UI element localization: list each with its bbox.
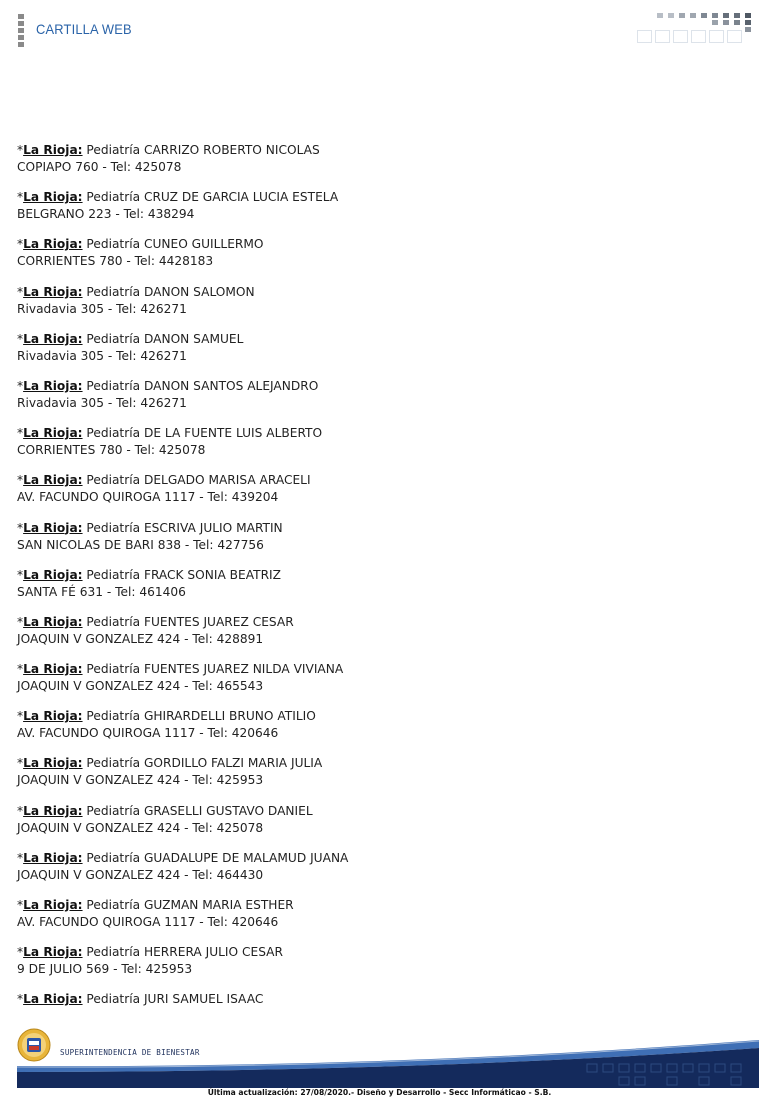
provider-address: SAN NICOLAS DE BARI 838 - Tel: 427756 bbox=[17, 537, 264, 552]
bullet-asterisk: * bbox=[17, 898, 24, 912]
bullet-asterisk: * bbox=[17, 190, 24, 205]
provider-address: JOAQUIN V GONZALEZ 424 - Tel: 425953 bbox=[17, 773, 264, 788]
provider-address: AV. FACUNDO QUIROGA 1117 - Tel: 420646 bbox=[17, 915, 279, 929]
provider-name: Pediatría GUADALUPE DE MALAMUD JUANA bbox=[86, 850, 349, 865]
bullet-asterisk: * bbox=[17, 237, 24, 252]
location-label: La Rioja: bbox=[23, 520, 83, 535]
list-item bbox=[17, 378, 717, 425]
bullet-asterisk: * bbox=[17, 331, 24, 346]
provider-name: Pediatría GUZMAN MARIA ESTHER bbox=[86, 898, 294, 912]
list-item bbox=[17, 661, 717, 708]
list-item bbox=[17, 236, 717, 283]
provider-list bbox=[17, 142, 717, 1039]
list-item bbox=[17, 472, 717, 519]
location-label: La Rioja: bbox=[23, 378, 83, 393]
provider-address: SANTA FÉ 631 - Tel: 461406 bbox=[17, 584, 186, 599]
list-item bbox=[17, 897, 717, 944]
location-label: La Rioja: bbox=[23, 992, 83, 1007]
location-label: La Rioja: bbox=[23, 709, 83, 724]
bullet-asterisk: * bbox=[17, 992, 24, 1007]
provider-name: Pediatría JURI SAMUEL ISAAC bbox=[86, 992, 264, 1007]
provider-address: JOAQUIN V GONZALEZ 424 - Tel: 465543 bbox=[17, 679, 264, 694]
bullet-asterisk: * bbox=[17, 709, 24, 724]
provider-name: Pediatría GHIRARDELLI BRUNO ATILIO bbox=[86, 709, 316, 724]
provider-name: Pediatría FUENTES JUAREZ CESAR bbox=[86, 614, 294, 629]
location-label: La Rioja: bbox=[23, 284, 83, 299]
provider-address: CORRIENTES 780 - Tel: 4428183 bbox=[17, 254, 214, 269]
bullet-asterisk: * bbox=[17, 945, 24, 960]
location-label: La Rioja: bbox=[23, 662, 83, 677]
bullet-asterisk: * bbox=[17, 614, 24, 629]
footer-banner bbox=[17, 1028, 759, 1088]
bullet-asterisk: * bbox=[17, 143, 24, 157]
provider-name: Pediatría FUENTES JUAREZ NILDA VIVIANA bbox=[86, 662, 344, 677]
page-title: CARTILLA WEB bbox=[36, 21, 132, 37]
location-label: La Rioja: bbox=[23, 426, 83, 441]
provider-address: JOAQUIN V GONZALEZ 424 - Tel: 464430 bbox=[17, 867, 264, 882]
institution-seal-icon bbox=[17, 1028, 51, 1062]
bullet-asterisk: * bbox=[17, 803, 24, 818]
provider-name: Pediatría DANON SAMUEL bbox=[86, 331, 244, 346]
provider-address: JOAQUIN V GONZALEZ 424 - Tel: 428891 bbox=[17, 631, 264, 646]
list-item bbox=[17, 614, 717, 661]
provider-address: Rivadavia 305 - Tel: 426271 bbox=[17, 395, 187, 410]
bullet-asterisk: * bbox=[17, 756, 24, 771]
provider-address: 9 DE JULIO 569 - Tel: 425953 bbox=[17, 962, 193, 977]
provider-name: Pediatría DELGADO MARISA ARACELI bbox=[86, 473, 311, 488]
list-item bbox=[17, 567, 717, 614]
location-label: La Rioja: bbox=[23, 803, 83, 818]
list-item bbox=[17, 944, 717, 991]
provider-address: JOAQUIN V GONZALEZ 424 - Tel: 425078 bbox=[17, 820, 264, 835]
location-label: La Rioja: bbox=[23, 756, 83, 771]
header-accent-bar bbox=[18, 14, 24, 46]
bullet-asterisk: * bbox=[17, 850, 24, 865]
footer-credits: Última actualización: 27/08/2020.- Diseño y Desarrollo - Secc Informáticao - S.B. bbox=[207, 1088, 552, 1097]
list-item bbox=[17, 755, 717, 802]
provider-address: CORRIENTES 780 - Tel: 425078 bbox=[17, 443, 206, 458]
provider-name: Pediatría CARRIZO ROBERTO NICOLAS bbox=[86, 143, 320, 157]
bullet-asterisk: * bbox=[17, 662, 24, 677]
bullet-asterisk: * bbox=[17, 520, 24, 535]
provider-address: COPIAPO 760 - Tel: 425078 bbox=[17, 160, 182, 174]
provider-name: Pediatría HERRERA JULIO CESAR bbox=[86, 945, 283, 960]
location-label: La Rioja: bbox=[23, 850, 83, 865]
provider-name: Pediatría DANON SANTOS ALEJANDRO bbox=[86, 378, 319, 393]
bullet-asterisk: * bbox=[17, 567, 24, 582]
location-label: La Rioja: bbox=[23, 567, 83, 582]
provider-name: Pediatría CRUZ DE GARCIA LUCIA ESTELA bbox=[86, 190, 339, 205]
provider-name: Pediatría FRACK SONIA BEATRIZ bbox=[86, 567, 281, 582]
bullet-asterisk: * bbox=[17, 473, 24, 488]
bullet-asterisk: * bbox=[17, 284, 24, 299]
location-label: La Rioja: bbox=[23, 331, 83, 346]
provider-name: Pediatría DANON SALOMON bbox=[86, 284, 255, 299]
provider-address: AV. FACUNDO QUIROGA 1117 - Tel: 439204 bbox=[17, 490, 279, 505]
list-item bbox=[17, 284, 717, 331]
location-label: La Rioja: bbox=[23, 473, 83, 488]
list-item bbox=[17, 142, 717, 189]
bullet-asterisk: * bbox=[17, 378, 24, 393]
location-label: La Rioja: bbox=[23, 190, 83, 205]
location-label: La Rioja: bbox=[23, 237, 83, 252]
list-item bbox=[17, 708, 717, 755]
list-item bbox=[17, 425, 717, 472]
location-label: La Rioja: bbox=[23, 614, 83, 629]
list-item bbox=[17, 520, 717, 567]
list-item bbox=[17, 803, 717, 850]
provider-name: Pediatría GORDILLO FALZI MARIA JULIA bbox=[86, 756, 323, 771]
provider-address: Rivadavia 305 - Tel: 426271 bbox=[17, 301, 187, 316]
provider-name: Pediatría DE LA FUENTE LUIS ALBERTO bbox=[86, 426, 323, 441]
organization-name: SUPERINTENDENCIA DE BIENESTAR bbox=[60, 1048, 200, 1057]
location-label: La Rioja: bbox=[23, 898, 83, 912]
bullet-asterisk: * bbox=[17, 426, 24, 441]
provider-name: Pediatría CUNEO GUILLERMO bbox=[86, 237, 264, 252]
provider-name: Pediatría ESCRIVA JULIO MARTIN bbox=[86, 520, 283, 535]
provider-name: Pediatría GRASELLI GUSTAVO DANIEL bbox=[86, 803, 313, 818]
location-label: La Rioja: bbox=[23, 945, 83, 960]
list-item bbox=[17, 850, 717, 897]
provider-address: BELGRANO 223 - Tel: 438294 bbox=[17, 207, 195, 222]
provider-address: AV. FACUNDO QUIROGA 1117 - Tel: 420646 bbox=[17, 726, 279, 741]
header-decoration bbox=[637, 10, 759, 46]
list-item bbox=[17, 331, 717, 378]
footer-wave bbox=[17, 1028, 759, 1088]
provider-address: Rivadavia 305 - Tel: 426271 bbox=[17, 348, 187, 363]
location-label: La Rioja: bbox=[23, 143, 83, 157]
list-item bbox=[17, 189, 717, 236]
